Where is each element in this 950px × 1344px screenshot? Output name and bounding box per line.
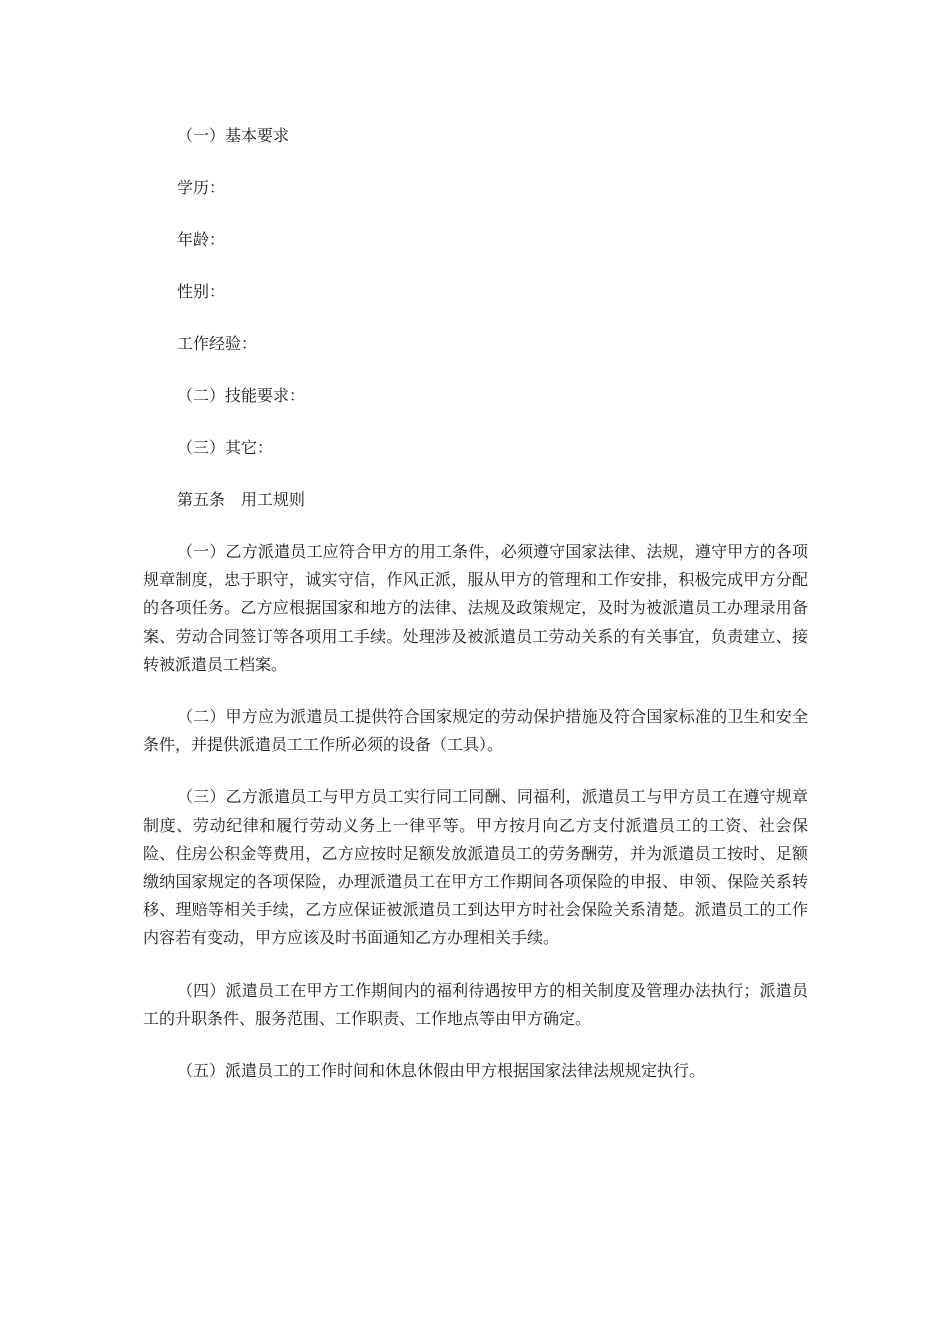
other-requirements-label: （三）其它： [177,438,274,457]
skill-requirements-label: （二）技能要求： [177,386,306,405]
article-5-paragraph-2: （二）甲方应为派遣员工提供符合国家规定的劳动保护措施及符合国家标准的卫生和安全条件，并提供派遣员工工作所必须的设备（工具）。 [143,707,808,755]
age-field-label: 年龄： [177,230,226,249]
education-field-label: 学历： [177,178,226,197]
article-5-paragraph-3: （三）乙方派遣员工与甲方员工实行同工同酬、同福利，派遣员工与甲方员工在遵守规章制度、劳动纪律和履行劳动义务上一律平等。甲方按月向乙方支付派遣员工的工资、社会保险、住房公积金等费用，乙方应按时足额发放派遣员工的劳务酬劳，并为派遣员工按时、足额缴纳国家规定的各项保险，办理派遣员工在甲方工作期间各项保险的申报、申领、保险关系转移、理赔等相关手续，乙方应保证被派遣员工到达甲方时社会保险关系清楚。派遣员工的工作内容若有变动，甲方应该及时书面通知乙方办理相关手续。 [143,787,808,948]
article-5-paragraph-4: （四）派遣员工在甲方工作期间内的福利待遇按甲方的相关制度及管理办法执行；派遣员工的升职条件、服务范围、工作职责、工作地点等由甲方确定。 [143,980,808,1028]
basic-requirements-heading: （一）基本要求 [177,126,290,145]
experience-field-label: 工作经验： [177,334,258,353]
article-5-paragraph-5: （五）派遣员工的工作时间和休息休假由甲方根据国家法律法规规定执行。 [177,1061,706,1081]
gender-field-label: 性别： [177,282,226,301]
document-body [143,122,808,1109]
article-5-heading: 第五条 用工规则 [177,490,306,509]
article-5-paragraph-1: （一）乙方派遣员工应符合甲方的用工条件，必须遵守国家法律、法规，遵守甲方的各项规章制度，忠于职守，诚实守信，作风正派，服从甲方的管理和工作安排，积极完成甲方分配的各项任务。乙方应根据国家和地方的法律、法规及政策规定，及时为被派遣员工办理录用备案、劳动合同签订等各项用工手续。处理涉及被派遣员工劳动关系的有关事宜，负责建立、接转被派遣员工档案。 [143,542,808,674]
